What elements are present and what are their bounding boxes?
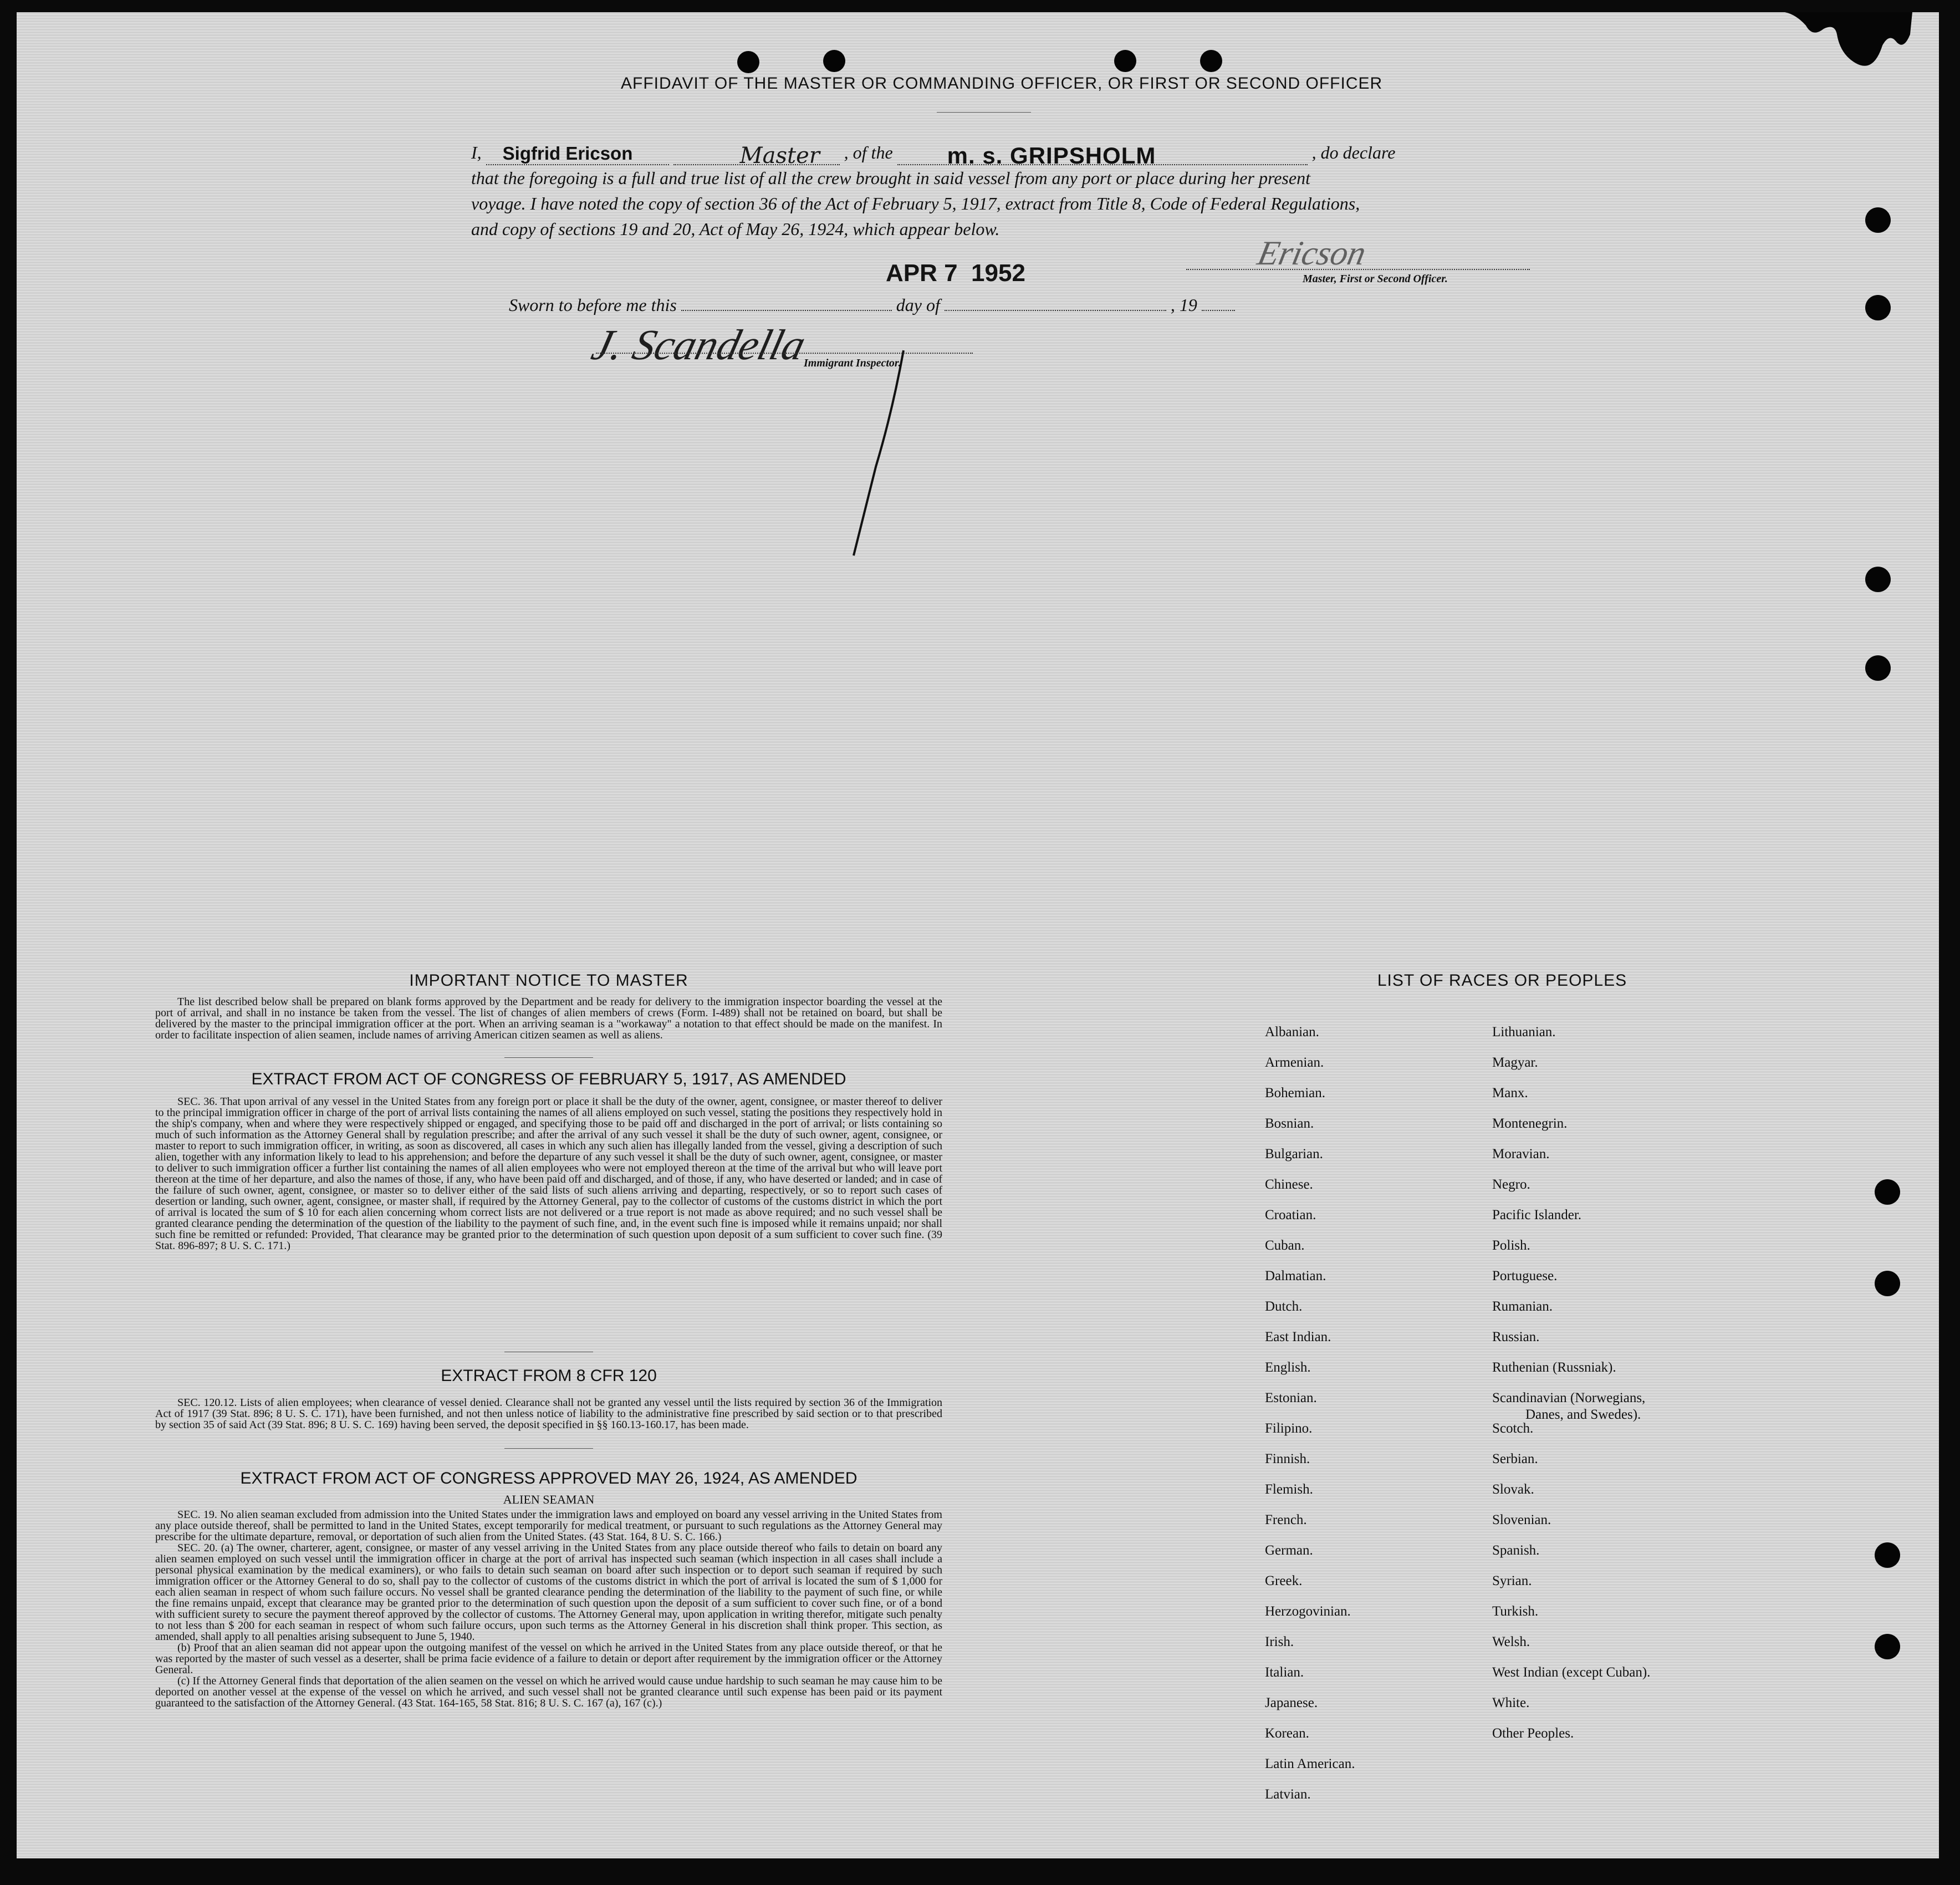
document-page (17, 12, 1939, 1858)
inspector-caption: Immigrant Inspector. (804, 357, 901, 369)
date-stamp: APR 7 1952 (886, 259, 1025, 287)
sec-20b-paragraph: (b) Proof that an alien seaman did not appear upon the outgoing manifest of the vessel on which he arrived in the United States from any place outside thereof, or that he was reported by the master of such vessel as a deserter, shall be prima facie evidence of a failure to detain or deport after requirement by the immigration officer or the Attorney General. (155, 1642, 942, 1676)
sworn-line (509, 292, 1235, 318)
vessel-name: m. s. GRIPSHOLM (947, 142, 1156, 169)
race-item: Herzogovinian. (1265, 1604, 1351, 1619)
extract-1924-body (155, 1509, 942, 1709)
race-item: Latin American. (1265, 1756, 1355, 1771)
race-item: Scotch. (1492, 1421, 1534, 1436)
do-declare-label: , do declare (1311, 142, 1396, 162)
extract-cfr-title: EXTRACT FROM 8 CFR 120 (441, 1367, 657, 1385)
rank-handwritten: Master (739, 143, 820, 169)
races-title: LIST OF RACES OR PEOPLES (1377, 971, 1627, 990)
master-caption: Master, First or Second Officer. (1303, 273, 1448, 285)
race-item: Bohemian. (1265, 1086, 1326, 1101)
race-item: Montenegrin. (1492, 1116, 1568, 1131)
punch-hole (1865, 567, 1891, 592)
punch-hole (1865, 207, 1891, 233)
extract-1924-title: EXTRACT FROM ACT OF CONGRESS APPROVED MAY 26, 1924, AS AMENDED (240, 1469, 858, 1487)
race-item: West Indian (except Cuban). (1492, 1665, 1651, 1680)
race-item: Scandinavian (Norwegians, (1492, 1390, 1646, 1405)
punch-hole (1865, 655, 1891, 681)
master-name: Sigfrid Ericson (502, 143, 633, 164)
punch-hole (1875, 1271, 1900, 1296)
master-signature: Ericson (1254, 235, 1370, 272)
of-the-label: , of the (844, 142, 893, 162)
extract-cfr-body (155, 1397, 942, 1430)
sec-19-paragraph: SEC. 19. No alien seaman excluded from admission into the United States under the immigration laws and employed on board any vessel arriving in the United States from any place outside thereof, shall be permitted to land in the United States, except temporarily for medical treatment, or pursuant to such regulations as the Attorney General may prescribe for the ultimate departure, removal, or deportation of such alien from the United States. (43 Stat. 164, 8 U. S. C. 166.) (155, 1509, 942, 1543)
divider (504, 1057, 593, 1058)
races-right-column (1492, 1025, 1769, 1828)
punch-hole (1200, 50, 1222, 72)
sec-20c-paragraph: (c) If the Attorney General finds that deportation of the alien seamen on the vessel on which he arrived would cause undue hardship to such seaman he may cause him to be deported on another vessel at the expense of the vessel on which he arrived, and such vessel shall not be granted clearance until such expense has been paid or its payment guaranteed to the satisfaction of the Attorney General. (43 Stat. 164-165, 58 Stat. 816; 8 U. S. C. 167 (a), 167 (c).) (155, 1675, 942, 1709)
sworn-prefix: Sworn to before me this (509, 295, 677, 315)
sec-120-12-paragraph: SEC. 120.12. Lists of alien employees; when clearance of vessel denied. Clearance shall not be granted any vessel until the lists required by section 36 of the Immigration Act of 1917 (39 Stat. 896; 8 U. S. C. 171), have been furnished, and not then unless notice of liability to the administrative fine prescribed by said section or to that prescribed by section 35 of said Act (39 Stat. 896; 8 U. S. C. 169) having been served, the deposit specified in §§ 160.13-160.17, has been made. (155, 1397, 942, 1431)
race-item: Manx. (1492, 1086, 1528, 1101)
race-item: White. (1492, 1695, 1530, 1710)
race-item: Portuguese. (1492, 1268, 1558, 1283)
race-item: Dutch. (1265, 1299, 1303, 1314)
notice-title: IMPORTANT NOTICE TO MASTER (409, 971, 688, 990)
day-of-label: day of (896, 295, 940, 315)
affidavit-i: I, (471, 142, 482, 162)
year-prefix: , 19 (1170, 295, 1197, 315)
race-item: Other Peoples. (1492, 1726, 1574, 1741)
punch-hole (1114, 50, 1136, 72)
race-item: Pacific Islander. (1492, 1208, 1582, 1222)
sworn-day-field (681, 297, 892, 311)
race-item: Croatian. (1265, 1208, 1316, 1222)
race-item: Magyar. (1492, 1055, 1538, 1070)
punch-hole (737, 51, 759, 73)
race-item: Serbian. (1492, 1451, 1538, 1466)
race-item: Negro. (1492, 1177, 1530, 1192)
race-item: French. (1265, 1512, 1307, 1527)
race-item: Albanian. (1265, 1025, 1319, 1040)
race-item: Dalmatian. (1265, 1268, 1326, 1283)
affidavit-title: AFFIDAVIT OF THE MASTER OR COMMANDING OFFICER, OR FIRST OR SECOND OFFICER (621, 74, 1383, 93)
race-item: Polish. (1492, 1238, 1530, 1253)
race-item: Cuban. (1265, 1238, 1305, 1253)
race-item: Irish. (1265, 1634, 1294, 1649)
race-item: English. (1265, 1360, 1311, 1375)
race-item: Russian. (1492, 1329, 1540, 1344)
race-item: Armenian. (1265, 1055, 1324, 1070)
punch-hole (1875, 1634, 1900, 1659)
race-item: Estonian. (1265, 1390, 1317, 1405)
race-item: Flemish. (1265, 1482, 1313, 1497)
punch-hole (1875, 1179, 1900, 1205)
punch-hole (1865, 295, 1891, 320)
race-item: Korean. (1265, 1726, 1309, 1741)
race-item: German. (1265, 1543, 1313, 1558)
affidavit-line-3: voyage. I have noted the copy of section 36 of the Act of February 5, 1917, extract from Title 8, Code of Federal Regulations, (471, 193, 1360, 213)
punch-hole (823, 50, 845, 72)
race-item: Welsh. (1492, 1634, 1530, 1649)
inspector-signature: J. Scandella (587, 320, 811, 369)
race-item: Filipino. (1265, 1421, 1313, 1436)
affidavit-line-2: that the foregoing is a full and true list of all the crew brought in said vessel from any port or place during her present (471, 168, 1310, 188)
race-item: Spanish. (1492, 1543, 1540, 1558)
extract-1917-body (155, 1096, 942, 1251)
race-item: Rumanian. (1492, 1299, 1553, 1314)
sworn-month-field (945, 297, 1166, 311)
torn-corner-graphic (1785, 12, 1912, 79)
sec-36-paragraph: SEC. 36. That upon arrival of any vessel in the United States from any foreign port or place it shall be the duty of the owner, agent, consignee, or master thereof to deliver to the principal immigration officer in charge of the port of arrival lists containing the names of all aliens employed on such vessel, stating the positions they respectively hold in the ship's company, when and where they were respectively shipped or engaged, and specifying those to be paid off and discharged in the port of arrival; or lists containing so much of such information as the Attorney General shall by regulation prescribe; and after the arrival of any such vessel it shall be the duty of such owner, agent, consignee, or master to report to such immigration officer, in writing, as soon as discovered, all cases in which any such alien has illegally landed from the vessel, giving a description of such alien, together with any information likely to lead to his apprehension; and before the departure of any such vessel it shall be the duty of such owner, agent, consignee, or master to deliver to such immigration officer a further list containing the names of all alien employees who were not employed thereon at the time of the arrival but who will leave port thereon at the time of her departure, and also the names of those, if any, who have been paid off and discharged, and of those, if any, who have deserted or landed; and in case of the failure of such owner, agent, consignee, or master so to deliver either of the said lists of such aliens arriving and departing, respectively, or so to report such cases of desertion or landing, such owner, agent, consignee, or master shall, if required by the Attorney General, pay to the collector of customs of the customs district in which the port of arrival is located the sum of $ 10 for each alien concerning whom correct lists are not delivered or a true report is not made as above required; and no such vessel shall be granted clearance pending the determination of the question of the liability to the payment of such fine, and, in the event such fine is imposed while it remains unpaid; nor shall such fine be remitted or refunded: Provided, That clearance may be granted prior to the determination of such question upon deposit of a sum sufficient to cover such fine. (39 Stat. 896-897; 8 U. S. C. 171.) (155, 1096, 942, 1252)
title-divider (937, 112, 1031, 113)
notice-body (155, 996, 942, 1041)
inspector-signature-stroke (843, 345, 920, 567)
affidavit-line-4: and copy of sections 19 and 20, Act of May 26, 1924, which appear below. (471, 219, 1000, 239)
race-item: Bulgarian. (1265, 1147, 1323, 1161)
race-item: Slovenian. (1492, 1512, 1551, 1527)
race-item: Latvian. (1265, 1787, 1311, 1802)
race-item: Turkish. (1492, 1604, 1539, 1619)
race-item: Greek. (1265, 1573, 1303, 1588)
sworn-year-field (1202, 297, 1235, 311)
race-item: Bosnian. (1265, 1116, 1314, 1131)
race-item: Finnish. (1265, 1451, 1310, 1466)
notice-paragraph: The list described below shall be prepared on blank forms approved by the Department and be ready for delivery to the immigration inspector boarding the vessel at the port of arrival, and shall in no instance be taken from the vessel. The list of changes of alien members of crews (Form. I-489) shall not be retained on board, but shall be delivered by the master to the principal immigration officer at the port. When an arriving seaman is a "workaway" a notation to that effect should be made on the manifest. In order to facilitate inspection of alien seamen, include names of arriving American citizen seamen as well as aliens. (155, 996, 942, 1041)
race-item: Chinese. (1265, 1177, 1313, 1192)
race-item: Japanese. (1265, 1695, 1318, 1710)
race-item: Lithuanian. (1492, 1025, 1556, 1040)
race-item: Danes, and Swedes). (1525, 1407, 1641, 1422)
race-item: East Indian. (1265, 1329, 1331, 1344)
extract-1917-title: EXTRACT FROM ACT OF CONGRESS OF FEBRUARY 5, 1917, AS AMENDED (251, 1070, 846, 1088)
race-item: Italian. (1265, 1665, 1304, 1680)
race-item: Moravian. (1492, 1147, 1550, 1161)
affidavit-line-1 (471, 140, 1558, 169)
punch-hole (1875, 1542, 1900, 1568)
sec-20a-paragraph: SEC. 20. (a) The owner, charterer, agent, consignee, or master of any vessel arriving in the United States from any place outside thereof who fails to detain on board any alien seamen employed on such vessel until the immigration officer in charge at the port of arrival has inspected such seaman (which inspection in all cases shall include a personal physical examination by the medical examiners), or who fails to detain such seaman on board after such inspection or to deport such seaman if required by such immigration officer or the Attorney General to do so, shall pay to the collector of customs of the customs district in which the port of arrival is located the sum of $ 1,000 for each alien seaman in respect of whom such failure occurs. No vessel shall be granted clearance pending the determination of the liability to the payment of such fine, or while the fine remains unpaid, except that clearance may be granted prior to the determination of such question upon the deposit of a sum sufficient to cover such fine, or of a bond with sufficient surety to secure the payment thereof approved by the collector of customs. The Attorney General may, upon application in writing therefor, mitigate such penalty to not less than $ 200 for each seaman in respect of whom such failure occurs, upon such terms as the Attorney General in his discretion shall think proper. This section, as amended, shall apply to all penalties arising subsequent to June 5, 1940. (155, 1542, 942, 1643)
race-item: Slovak. (1492, 1482, 1534, 1497)
alien-seaman-subtitle: ALIEN SEAMAN (503, 1492, 595, 1506)
divider (504, 1448, 593, 1449)
races-left-column (1265, 1025, 1476, 1828)
race-item: Ruthenian (Russniak). (1492, 1360, 1616, 1375)
race-item: Syrian. (1492, 1573, 1532, 1588)
inspector-signature-line (596, 353, 973, 354)
